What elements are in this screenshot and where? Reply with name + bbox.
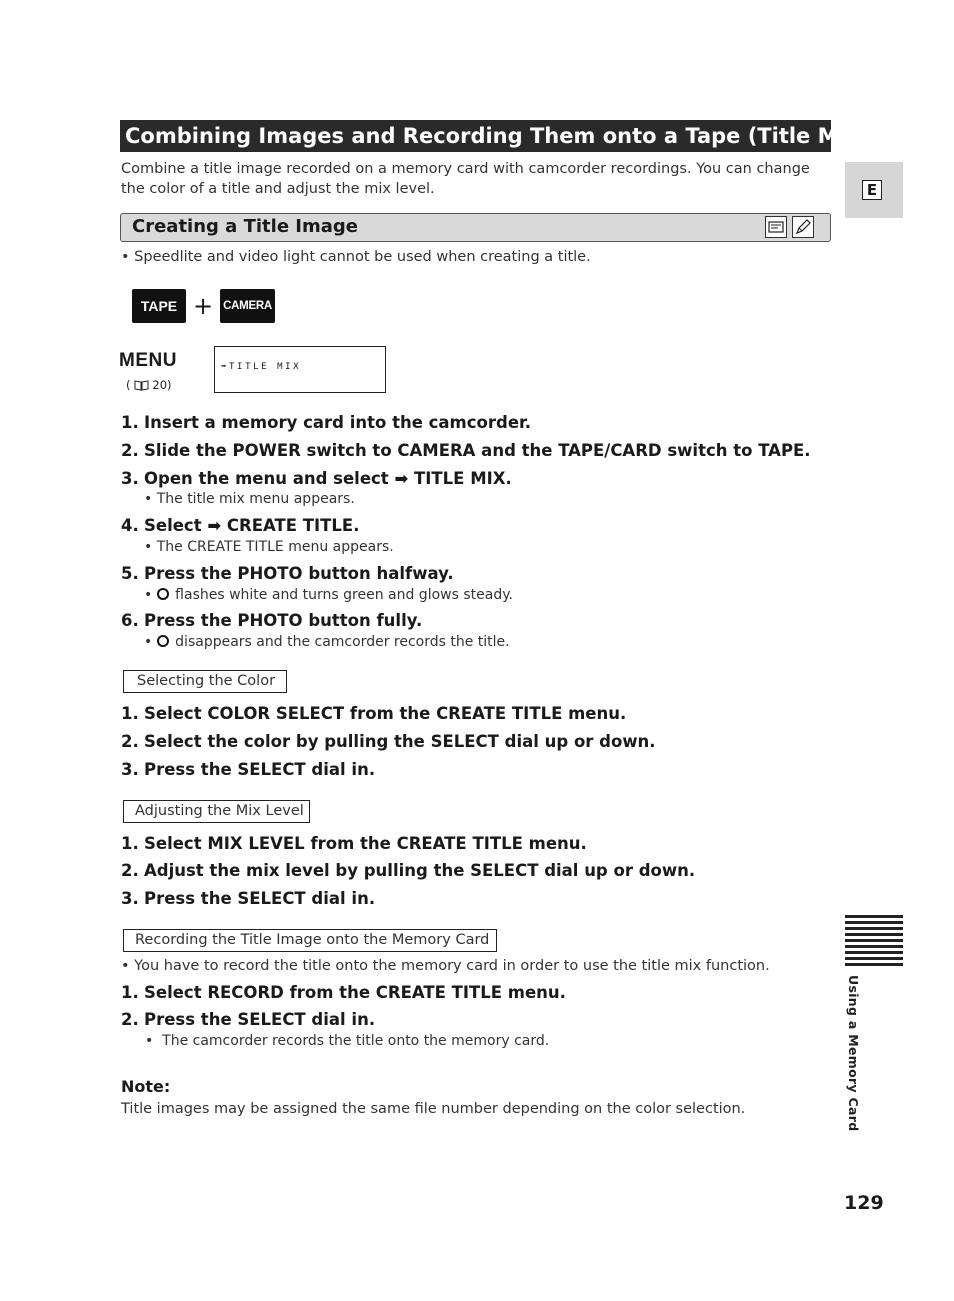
section-title: Creating a Title Image bbox=[132, 216, 358, 237]
step-6: 6. Press the PHOTO button fully. bbox=[121, 611, 423, 630]
color-step-1: 1. Select COLOR SELECT from the CREATE TITLE menu. bbox=[121, 704, 627, 723]
step-5: 5. Press the PHOTO button halfway. bbox=[121, 564, 454, 583]
mix-step-3: 3. Press the SELECT dial in. bbox=[121, 889, 376, 908]
step-4: 4. Select ➡ CREATE TITLE. bbox=[121, 516, 360, 535]
color-step-2: 2. Select the color by pulling the SELECT dial up or down. bbox=[121, 732, 656, 751]
page-number: 129 bbox=[844, 1192, 884, 1214]
pen-icon bbox=[792, 216, 814, 238]
section-header bbox=[120, 213, 831, 242]
step-3-note: • The title mix menu appears. bbox=[144, 491, 355, 507]
record-step-2: 2. Press the SELECT dial in. bbox=[121, 1010, 376, 1029]
record-section-note: • You have to record the title onto the memory card in order to use the title mix function. bbox=[121, 958, 770, 974]
arrow-icon: ➡ bbox=[207, 516, 222, 535]
note-heading: Note: bbox=[121, 1077, 171, 1096]
intro-text: Combine a title image recorded on a memory card with camcorder recordings. You can change the color of a title and adjust the mix level. bbox=[121, 161, 810, 197]
speedlite-note: • Speedlite and video light cannot be used when creating a title. bbox=[121, 249, 591, 265]
language-tab bbox=[845, 162, 903, 218]
tape-mode-badge: TAPE bbox=[132, 289, 186, 323]
card-icon bbox=[765, 216, 787, 238]
mix-step-1: 1. Select MIX LEVEL from the CREATE TITLE menu. bbox=[121, 834, 587, 853]
reference-text: ( 20) bbox=[126, 378, 172, 392]
mix-section-label: Adjusting the Mix Level bbox=[123, 800, 310, 823]
plus-sign: + bbox=[193, 292, 214, 320]
menu-display bbox=[214, 346, 386, 393]
chapter-stripes bbox=[845, 915, 903, 967]
step-2: 2. Slide the POWER switch to CAMERA and the TAPE/CARD switch to TAPE. bbox=[121, 441, 811, 460]
record-step-1: 1. Select RECORD from the CREATE TITLE menu. bbox=[121, 983, 566, 1002]
record-section-label: Recording the Title Image onto the Memory Card bbox=[123, 929, 497, 952]
focus-indicator-icon bbox=[157, 588, 169, 600]
step-6-note: • disappears and the camcorder records the title. bbox=[144, 634, 510, 650]
color-step-3: 3. Press the SELECT dial in. bbox=[121, 760, 376, 779]
mix-step-2: 2. Adjust the mix level by pulling the SELECT dial up or down. bbox=[121, 861, 696, 880]
language-letter: E bbox=[862, 180, 882, 200]
page-reference bbox=[126, 378, 172, 392]
step-3: 3. Open the menu and select ➡ TITLE MIX. bbox=[121, 469, 512, 488]
menu-logo: MENU bbox=[119, 350, 177, 371]
step-5-note: • flashes white and turns green and glows steady. bbox=[144, 587, 513, 603]
step-1: 1. Insert a memory card into the camcorder. bbox=[121, 413, 532, 432]
arrow-icon: ➡ bbox=[394, 469, 409, 488]
record-step-2-note: • The camcorder records the title onto the memory card. bbox=[145, 1033, 550, 1049]
focus-indicator-icon bbox=[157, 635, 169, 647]
note-text: Title images may be assigned the same file number depending on the color selection. bbox=[121, 1101, 746, 1117]
color-section-label: Selecting the Color bbox=[123, 670, 287, 693]
page-title: Combining Images and Recording Them onto a Tape (Title Mix) bbox=[120, 120, 831, 152]
chapter-label: Using a Memory Card bbox=[846, 975, 861, 1132]
arrow-icon: ➡ bbox=[221, 362, 230, 372]
step-4-note: • The CREATE TITLE menu appears. bbox=[144, 539, 394, 555]
camera-mode-badge: CAMERA bbox=[220, 289, 275, 323]
menu-item: ➡TITLE MIX bbox=[221, 362, 302, 372]
book-icon bbox=[134, 379, 149, 391]
